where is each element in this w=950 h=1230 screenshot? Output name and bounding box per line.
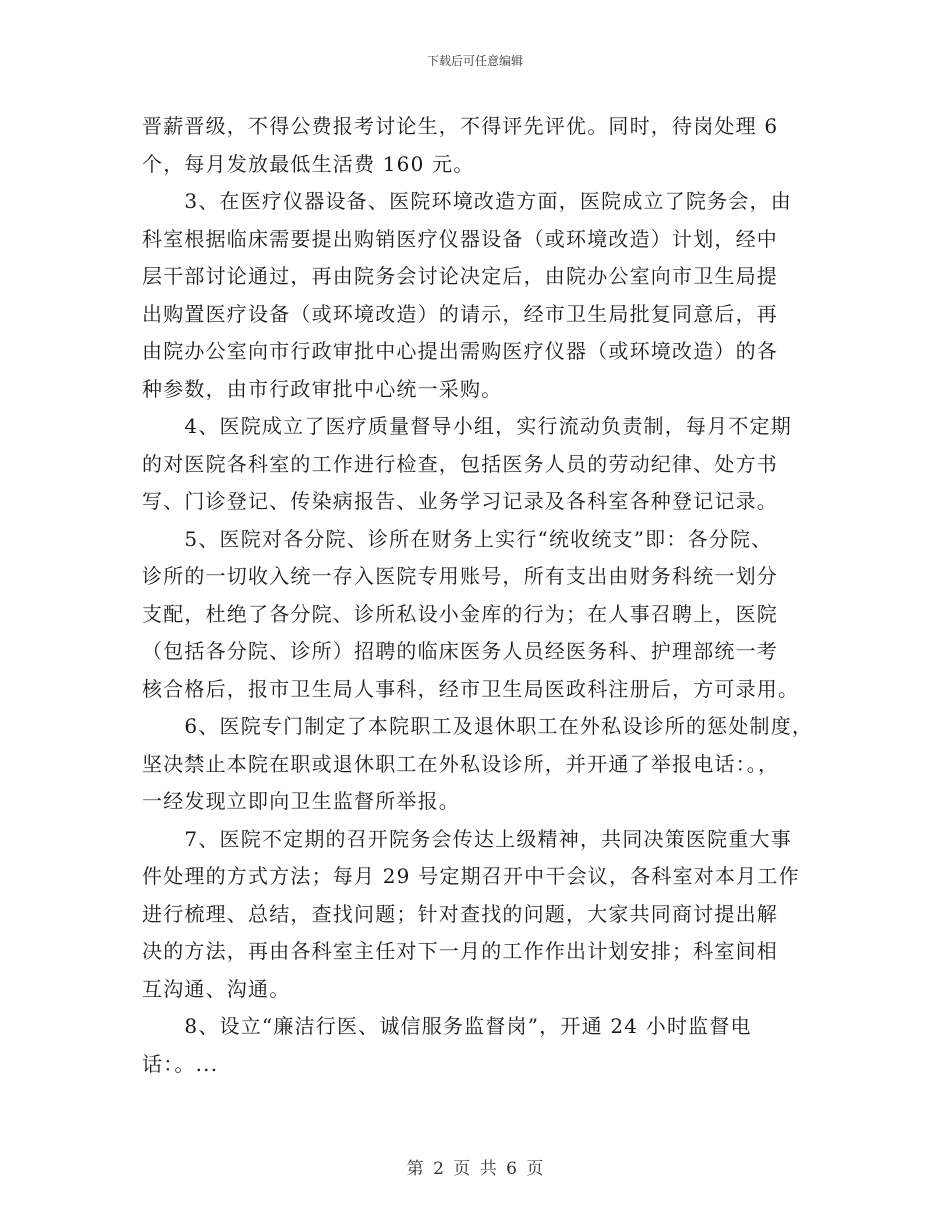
text-line: 3、在医疗仪器设备、医院环境改造方面，医院成立了院务会，由 <box>142 189 792 213</box>
text-line: 互沟通、沟通。 <box>142 976 291 1001</box>
text-line: 出购置医疗设备（或环境改造）的请示，经市卫生局批复同意后，再 <box>142 301 778 326</box>
text-line: 一经发现立即向卫生监督所举报。 <box>142 789 460 813</box>
text-line: 层干部讨论通过，再由院务会讨论决定后，由院办公室向市卫生局提 <box>142 264 778 288</box>
text-line: 写、门诊登记、传染病报告、业务学习记录及各科室各种登记记录。 <box>142 489 778 513</box>
text-line: 7、医院不定期的召开院务会传达上级精神，共同决策医院重大事 <box>142 826 792 851</box>
text-line: 支配，杜绝了各分院、诊所私设小金库的行为；在人事召聘上，医院 <box>142 601 778 626</box>
text-line: 的对医院各科室的工作进行检查，包括医务人员的劳动纪律、处方书 <box>142 451 778 476</box>
text-line: 核合格后，报市卫生局人事科，经市卫生局医政科注册后，方可录用。 <box>142 676 800 701</box>
text-line: 8、设立“廉洁行医、诚信服务监督岗”，开通 24 小时监督电 <box>142 1014 752 1038</box>
text-line: 坚决禁止本院在职或退休职工在外私设诊所，并开通了举报电话：。， <box>142 751 780 776</box>
text-line: 话：。... <box>142 1051 219 1076</box>
page-header: 下载后可任意编辑 <box>426 54 523 68</box>
text-line: 5、医院对各分院、诊所在财务上实行“统收统支”即：各分院、 <box>142 526 773 551</box>
text-line: 决的方法，再由各科室主任对下一月的工作作出计划安排；科室间相 <box>142 939 778 963</box>
text-line: （包括各分院、诊所）招聘的临床医务人员经医务科、护理部统一考 <box>142 639 778 663</box>
text-line: 6、医院专门制定了本院职工及退休职工在外私设诊所的惩处制度， <box>142 714 814 738</box>
text-line: 种参数，由市行政审批中心统一采购。 <box>142 376 503 401</box>
text-line: 晋薪晋级，不得公费报考讨论生，不得评先评优。同时，待岗处理 6 <box>142 114 779 138</box>
text-line: 由院办公室向市行政审批中心提出需购医疗仪器（或环境改造）的各 <box>142 339 778 363</box>
text-line: 诊所的一切收入统一存入医院专用账号，所有支出由财务科统一划分 <box>142 564 778 588</box>
text-line: 科室根据临床需要提出购销医疗仪器设备（或环境改造）计划，经中 <box>142 226 778 251</box>
page-footer: 第 2 页 共 6 页 <box>406 1159 544 1179</box>
document-body <box>142 108 814 1083</box>
text-line: 件处理的方式方法；每月 29 号定期召开中干会议，各科室对本月工作 <box>142 864 800 888</box>
text-line: 4、医院成立了医疗质量督导小组，实行流动负责制，每月不定期 <box>142 414 792 438</box>
text-line: 进行梳理、总结，查找问题；针对查找的问题，大家共同商讨提出解 <box>142 901 778 926</box>
text-line: 个，每月发放最低生活费 160 元。 <box>142 151 475 176</box>
